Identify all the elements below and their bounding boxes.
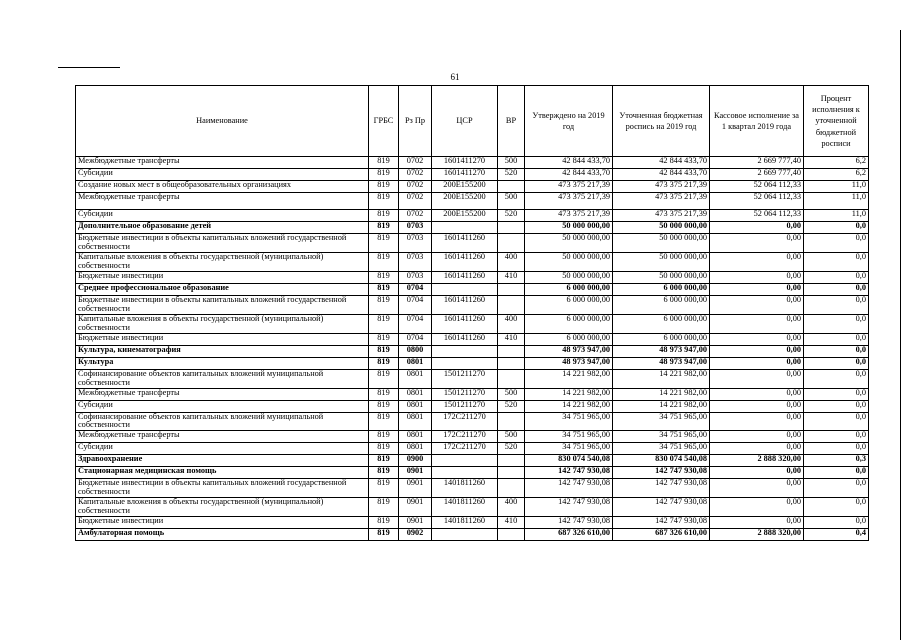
table-row: [76, 333, 869, 345]
cell-csr: 1601411260: [432, 271, 498, 283]
table-row: [76, 295, 869, 314]
cell-vr: [498, 283, 525, 295]
cell-executed: 2 669 777,40: [710, 169, 804, 181]
cell-approved: 473 375 217,39: [525, 210, 613, 222]
cell-rzpr: 0703: [399, 222, 432, 234]
cell-rzpr: 0704: [399, 283, 432, 295]
cell-refined: 473 375 217,39: [613, 181, 710, 193]
cell-rzpr: 0902: [399, 529, 432, 541]
cell-executed: 0,00: [710, 234, 804, 253]
cell-executed: 0,00: [710, 498, 804, 517]
cell-csr: [432, 529, 498, 541]
cell-refined: 50 000 000,00: [613, 271, 710, 283]
cell-csr: 1401811260: [432, 498, 498, 517]
cell-name: Капитальные вложения в объекты государственной (муниципальной) собственности: [76, 252, 369, 271]
table-row: [76, 467, 869, 479]
budget-execution-table: [75, 85, 869, 541]
table-row: [76, 431, 869, 443]
cell-approved: 142 747 930,08: [525, 498, 613, 517]
header-executed: Кассовое исполнение за 1 квартал 2019 года: [710, 86, 804, 157]
table-row: [76, 412, 869, 431]
cell-csr: 1501211270: [432, 388, 498, 400]
cell-executed: 0,00: [710, 333, 804, 345]
cell-refined: 34 751 965,00: [613, 412, 710, 431]
cell-percent: 0,0: [804, 333, 869, 345]
cell-name: Культура, кинематография: [76, 345, 369, 357]
cell-csr: 200E155200: [432, 181, 498, 193]
cell-executed: 0,00: [710, 345, 804, 357]
cell-percent: 0,0: [804, 234, 869, 253]
cell-csr: 172C211270: [432, 443, 498, 455]
cell-executed: 0,00: [710, 369, 804, 388]
cell-percent: 0,4: [804, 529, 869, 541]
cell-csr: [432, 455, 498, 467]
cell-csr: [432, 222, 498, 234]
cell-csr: 1501211270: [432, 369, 498, 388]
cell-vr: [498, 479, 525, 498]
cell-rzpr: 0702: [399, 157, 432, 169]
cell-refined: 142 747 930,08: [613, 498, 710, 517]
cell-csr: 1601411260: [432, 333, 498, 345]
cell-csr: 200E155200: [432, 193, 498, 210]
cell-percent: 11,0: [804, 210, 869, 222]
table-row: [76, 529, 869, 541]
cell-vr: [498, 181, 525, 193]
cell-vr: 400: [498, 252, 525, 271]
cell-grbs: 819: [369, 193, 399, 210]
cell-executed: 0,00: [710, 252, 804, 271]
cell-name: Субсидии: [76, 169, 369, 181]
cell-name: Дополнительное образование детей: [76, 222, 369, 234]
cell-rzpr: 0703: [399, 252, 432, 271]
cell-csr: [432, 283, 498, 295]
cell-executed: 52 064 112,33: [710, 193, 804, 210]
cell-approved: 42 844 433,70: [525, 157, 613, 169]
cell-rzpr: 0901: [399, 479, 432, 498]
cell-name: Создание новых мест в общеобразовательных организациях: [76, 181, 369, 193]
cell-percent: 0,0: [804, 271, 869, 283]
header-name: Наименование: [76, 86, 369, 157]
cell-percent: 0,0: [804, 467, 869, 479]
cell-csr: 200E155200: [432, 210, 498, 222]
cell-percent: 11,0: [804, 181, 869, 193]
cell-grbs: 819: [369, 455, 399, 467]
cell-executed: 2 888 320,00: [710, 529, 804, 541]
cell-rzpr: 0704: [399, 295, 432, 314]
cell-rzpr: 0702: [399, 210, 432, 222]
table-row: [76, 157, 869, 169]
cell-approved: 14 221 982,00: [525, 400, 613, 412]
cell-refined: 6 000 000,00: [613, 283, 710, 295]
cell-executed: 0,00: [710, 295, 804, 314]
cell-approved: 142 747 930,08: [525, 467, 613, 479]
cell-vr: 520: [498, 210, 525, 222]
cell-vr: 500: [498, 388, 525, 400]
cell-name: Бюджетные инвестиции: [76, 333, 369, 345]
cell-vr: [498, 467, 525, 479]
cell-percent: 0,0: [804, 498, 869, 517]
cell-name: Капитальные вложения в объекты государственной (муниципальной) собственности: [76, 498, 369, 517]
cell-percent: 0,0: [804, 295, 869, 314]
cell-rzpr: 0704: [399, 314, 432, 333]
cell-refined: 50 000 000,00: [613, 252, 710, 271]
cell-csr: 1501211270: [432, 400, 498, 412]
cell-name: Среднее профессиональное образование: [76, 283, 369, 295]
cell-percent: 0,0: [804, 400, 869, 412]
cell-executed: 0,00: [710, 479, 804, 498]
cell-vr: 400: [498, 314, 525, 333]
cell-percent: 0,0: [804, 443, 869, 455]
cell-executed: 0,00: [710, 467, 804, 479]
page-edge-line: [900, 30, 901, 640]
table-header-row: [76, 86, 869, 157]
cell-rzpr: 0801: [399, 431, 432, 443]
table-row: [76, 234, 869, 253]
cell-vr: 520: [498, 169, 525, 181]
cell-rzpr: 0801: [399, 369, 432, 388]
cell-vr: 410: [498, 271, 525, 283]
cell-refined: 6 000 000,00: [613, 333, 710, 345]
cell-approved: 6 000 000,00: [525, 283, 613, 295]
cell-name: Субсидии: [76, 210, 369, 222]
cell-grbs: 819: [369, 369, 399, 388]
cell-vr: 520: [498, 400, 525, 412]
cell-grbs: 819: [369, 498, 399, 517]
cell-approved: 14 221 982,00: [525, 369, 613, 388]
header-approved: Утверждено на 2019 год: [525, 86, 613, 157]
cell-name: Софинансирование объектов капитальных вложений муниципальной собственности: [76, 412, 369, 431]
cell-percent: 0,0: [804, 252, 869, 271]
header-refined: Уточненная бюджетная роспись на 2019 год: [613, 86, 710, 157]
cell-percent: 0,0: [804, 283, 869, 295]
table-row: [76, 443, 869, 455]
cell-rzpr: 0801: [399, 388, 432, 400]
cell-approved: 473 375 217,39: [525, 181, 613, 193]
cell-percent: 6,2: [804, 157, 869, 169]
cell-rzpr: 0801: [399, 443, 432, 455]
cell-vr: 400: [498, 498, 525, 517]
cell-csr: 1601411260: [432, 234, 498, 253]
cell-refined: 14 221 982,00: [613, 400, 710, 412]
page-number: 61: [450, 72, 460, 82]
cell-executed: 2 888 320,00: [710, 455, 804, 467]
cell-name: Бюджетные инвестиции: [76, 517, 369, 529]
cell-grbs: 819: [369, 283, 399, 295]
cell-vr: 500: [498, 193, 525, 210]
table-row: [76, 369, 869, 388]
cell-name: Капитальные вложения в объекты государственной (муниципальной) собственности: [76, 314, 369, 333]
cell-grbs: 819: [369, 181, 399, 193]
cell-approved: 50 000 000,00: [525, 271, 613, 283]
cell-executed: 0,00: [710, 431, 804, 443]
cell-grbs: 819: [369, 295, 399, 314]
table-row: [76, 193, 869, 210]
cell-csr: [432, 357, 498, 369]
table-row: [76, 388, 869, 400]
cell-executed: 2 669 777,40: [710, 157, 804, 169]
table-row: [76, 400, 869, 412]
cell-approved: 48 973 947,00: [525, 357, 613, 369]
cell-csr: 172C211270: [432, 431, 498, 443]
cell-grbs: 819: [369, 467, 399, 479]
cell-refined: 473 375 217,39: [613, 193, 710, 210]
cell-percent: 0,0: [804, 345, 869, 357]
header-percent: Процент исполнения к уточненной бюджетной росписи: [804, 86, 869, 157]
cell-refined: 14 221 982,00: [613, 369, 710, 388]
cell-rzpr: 0702: [399, 181, 432, 193]
cell-approved: 6 000 000,00: [525, 333, 613, 345]
cell-percent: 0,0: [804, 369, 869, 388]
cell-grbs: 819: [369, 271, 399, 283]
cell-approved: 142 747 930,08: [525, 517, 613, 529]
cell-executed: 0,00: [710, 517, 804, 529]
cell-grbs: 819: [369, 517, 399, 529]
cell-name: Субсидии: [76, 443, 369, 455]
cell-name: Здравоохранение: [76, 455, 369, 467]
cell-percent: 11,0: [804, 193, 869, 210]
table-row: [76, 455, 869, 467]
footnote-rule: [58, 67, 120, 68]
header-rzpr: Рз Пр: [399, 86, 432, 157]
header-vr: ВР: [498, 86, 525, 157]
cell-grbs: 819: [369, 234, 399, 253]
cell-percent: 0,0: [804, 412, 869, 431]
table-row: [76, 498, 869, 517]
cell-name: Бюджетные инвестиции в объекты капитальных вложений государственной собственности: [76, 479, 369, 498]
cell-percent: 0,0: [804, 388, 869, 400]
cell-refined: 50 000 000,00: [613, 234, 710, 253]
cell-vr: 410: [498, 517, 525, 529]
cell-grbs: 819: [369, 357, 399, 369]
cell-refined: 142 747 930,08: [613, 467, 710, 479]
cell-refined: 48 973 947,00: [613, 345, 710, 357]
cell-rzpr: 0702: [399, 193, 432, 210]
cell-percent: 0,0: [804, 479, 869, 498]
cell-approved: 50 000 000,00: [525, 234, 613, 253]
table-row: [76, 517, 869, 529]
cell-csr: 1401811260: [432, 479, 498, 498]
table-row: [76, 271, 869, 283]
cell-rzpr: 0703: [399, 271, 432, 283]
cell-rzpr: 0702: [399, 169, 432, 181]
cell-refined: 6 000 000,00: [613, 314, 710, 333]
cell-refined: 14 221 982,00: [613, 388, 710, 400]
cell-executed: 0,00: [710, 443, 804, 455]
cell-executed: 0,00: [710, 412, 804, 431]
cell-csr: 1601411260: [432, 252, 498, 271]
cell-refined: 830 074 540,08: [613, 455, 710, 467]
cell-name: Бюджетные инвестиции в объекты капитальных вложений государственной собственности: [76, 295, 369, 314]
cell-grbs: 819: [369, 345, 399, 357]
table-row: [76, 222, 869, 234]
cell-refined: 6 000 000,00: [613, 295, 710, 314]
cell-approved: 50 000 000,00: [525, 222, 613, 234]
cell-approved: 34 751 965,00: [525, 412, 613, 431]
cell-name: Бюджетные инвестиции: [76, 271, 369, 283]
cell-refined: 42 844 433,70: [613, 157, 710, 169]
cell-refined: 34 751 965,00: [613, 443, 710, 455]
cell-vr: [498, 529, 525, 541]
cell-csr: [432, 345, 498, 357]
table-row: [76, 479, 869, 498]
cell-executed: 0,00: [710, 400, 804, 412]
cell-vr: [498, 357, 525, 369]
table-row: [76, 169, 869, 181]
cell-name: Стационарная медицинская помощь: [76, 467, 369, 479]
cell-approved: 6 000 000,00: [525, 314, 613, 333]
cell-refined: 687 326 610,00: [613, 529, 710, 541]
cell-vr: [498, 369, 525, 388]
cell-approved: 48 973 947,00: [525, 345, 613, 357]
cell-vr: [498, 234, 525, 253]
cell-csr: [432, 467, 498, 479]
cell-refined: 142 747 930,08: [613, 479, 710, 498]
cell-vr: [498, 412, 525, 431]
cell-executed: 0,00: [710, 388, 804, 400]
cell-csr: 172C211270: [432, 412, 498, 431]
cell-executed: 52 064 112,33: [710, 181, 804, 193]
cell-vr: [498, 222, 525, 234]
cell-name: Бюджетные инвестиции в объекты капитальных вложений государственной собственности: [76, 234, 369, 253]
cell-csr: 1401811260: [432, 517, 498, 529]
cell-name: Софинансирование объектов капитальных вложений муниципальной собственности: [76, 369, 369, 388]
cell-grbs: 819: [369, 314, 399, 333]
cell-approved: 6 000 000,00: [525, 295, 613, 314]
cell-percent: 0,0: [804, 357, 869, 369]
cell-approved: 34 751 965,00: [525, 431, 613, 443]
cell-approved: 687 326 610,00: [525, 529, 613, 541]
cell-rzpr: 0901: [399, 498, 432, 517]
cell-csr: 1601411270: [432, 157, 498, 169]
cell-grbs: 819: [369, 388, 399, 400]
cell-approved: 34 751 965,00: [525, 443, 613, 455]
cell-refined: 473 375 217,39: [613, 210, 710, 222]
cell-rzpr: 0900: [399, 455, 432, 467]
cell-executed: 0,00: [710, 357, 804, 369]
table-row: [76, 252, 869, 271]
cell-name: Амбулаторная помощь: [76, 529, 369, 541]
cell-rzpr: 0801: [399, 412, 432, 431]
cell-grbs: 819: [369, 333, 399, 345]
cell-name: Межбюджетные трансферты: [76, 431, 369, 443]
table-row: [76, 210, 869, 222]
cell-executed: 0,00: [710, 222, 804, 234]
cell-executed: 0,00: [710, 314, 804, 333]
cell-name: Межбюджетные трансферты: [76, 193, 369, 210]
cell-percent: 0,0: [804, 431, 869, 443]
cell-grbs: 819: [369, 479, 399, 498]
cell-refined: 48 973 947,00: [613, 357, 710, 369]
cell-percent: 0,0: [804, 222, 869, 234]
cell-rzpr: 0703: [399, 234, 432, 253]
cell-grbs: 819: [369, 157, 399, 169]
cell-name: Межбюджетные трансферты: [76, 157, 369, 169]
cell-vr: 500: [498, 157, 525, 169]
cell-refined: 34 751 965,00: [613, 431, 710, 443]
cell-csr: 1601411260: [432, 314, 498, 333]
cell-grbs: 819: [369, 431, 399, 443]
cell-percent: 0,0: [804, 314, 869, 333]
cell-refined: 42 844 433,70: [613, 169, 710, 181]
cell-vr: [498, 295, 525, 314]
header-csr: ЦСР: [432, 86, 498, 157]
header-grbs: ГРБС: [369, 86, 399, 157]
cell-grbs: 819: [369, 222, 399, 234]
table-row: [76, 181, 869, 193]
cell-csr: 1601411260: [432, 295, 498, 314]
cell-percent: 0,3: [804, 455, 869, 467]
cell-refined: 142 747 930,08: [613, 517, 710, 529]
cell-vr: [498, 345, 525, 357]
cell-executed: 0,00: [710, 283, 804, 295]
cell-approved: 473 375 217,39: [525, 193, 613, 210]
cell-name: Культура: [76, 357, 369, 369]
cell-grbs: 819: [369, 443, 399, 455]
cell-refined: 50 000 000,00: [613, 222, 710, 234]
cell-vr: 520: [498, 443, 525, 455]
cell-percent: 0,0: [804, 517, 869, 529]
cell-grbs: 819: [369, 412, 399, 431]
cell-csr: 1601411270: [432, 169, 498, 181]
cell-vr: 500: [498, 431, 525, 443]
cell-grbs: 819: [369, 252, 399, 271]
cell-rzpr: 0901: [399, 467, 432, 479]
cell-grbs: 819: [369, 529, 399, 541]
cell-percent: 6,2: [804, 169, 869, 181]
cell-approved: 14 221 982,00: [525, 388, 613, 400]
cell-rzpr: 0800: [399, 345, 432, 357]
cell-rzpr: 0801: [399, 357, 432, 369]
cell-vr: 410: [498, 333, 525, 345]
table-row: [76, 283, 869, 295]
table-row: [76, 345, 869, 357]
cell-approved: 142 747 930,08: [525, 479, 613, 498]
cell-approved: 50 000 000,00: [525, 252, 613, 271]
cell-vr: [498, 455, 525, 467]
cell-grbs: 819: [369, 210, 399, 222]
cell-name: Субсидии: [76, 400, 369, 412]
table-row: [76, 357, 869, 369]
table-body: [76, 157, 869, 541]
cell-rzpr: 0801: [399, 400, 432, 412]
table-row: [76, 314, 869, 333]
cell-approved: 42 844 433,70: [525, 169, 613, 181]
cell-grbs: 819: [369, 400, 399, 412]
cell-rzpr: 0901: [399, 517, 432, 529]
cell-name: Межбюджетные трансферты: [76, 388, 369, 400]
cell-executed: 52 064 112,33: [710, 210, 804, 222]
cell-rzpr: 0704: [399, 333, 432, 345]
cell-executed: 0,00: [710, 271, 804, 283]
cell-approved: 830 074 540,08: [525, 455, 613, 467]
cell-grbs: 819: [369, 169, 399, 181]
